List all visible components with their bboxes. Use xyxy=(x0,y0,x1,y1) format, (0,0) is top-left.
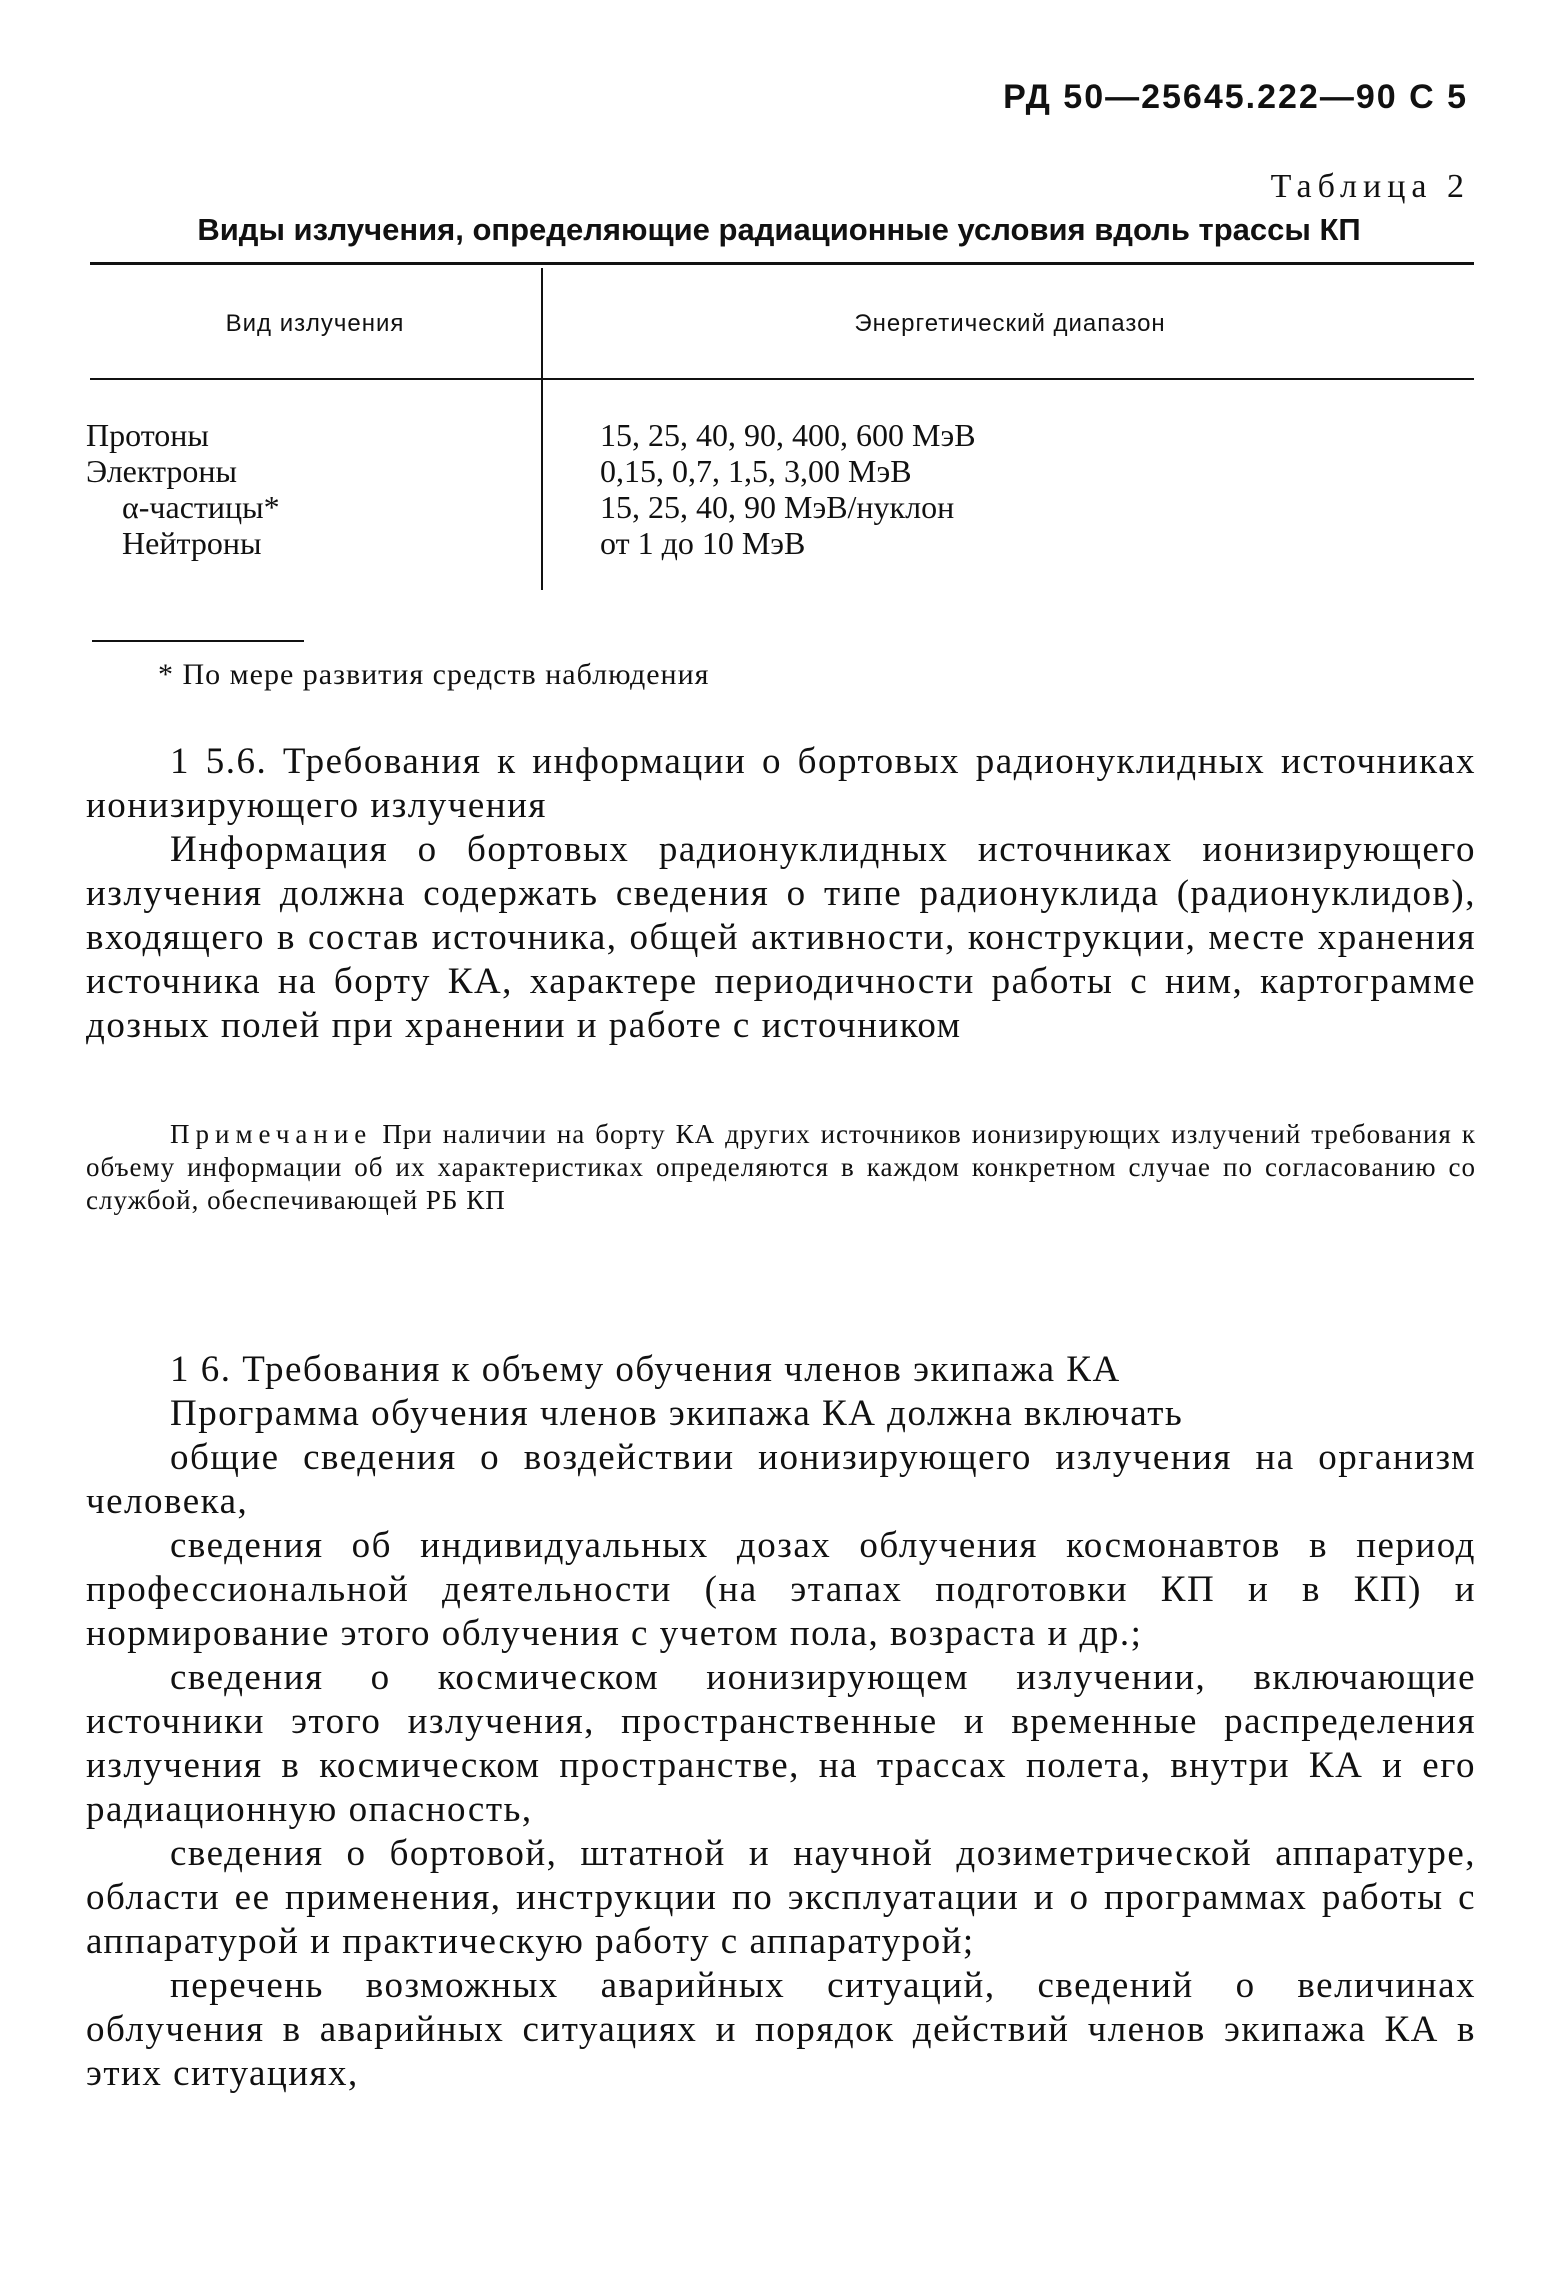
table-row-range: от 1 до 10 МэВ xyxy=(600,525,806,561)
list-item: сведения об индивидуальных дозах облучения космонавтов в период профессиональной деятельности (на этапах подготовки КП и в КП) и нормирование этого облучения с учетом пола, возраста и др.; xyxy=(86,1525,1476,1654)
section-156-body: Информация о бортовых радионуклидных источниках ионизирующего излучения должна содержать сведения о типе радионуклида (радионуклидов), входящего в состав источника, общей активности, конструкции, месте хранения источника на борту КА, характере периодичности работы с ним, картограмме дозных полей при хранении и работе с источником xyxy=(86,829,1476,1046)
list-item: сведения о космическом ионизирующем излучении, включающие источники этого излучения, пространственные и временные распределения излучения в космическом пространстве, на трассах полета, внутри КА и его радиационную опасность, xyxy=(86,1657,1476,1830)
list-item: перечень возможных аварийных ситуаций, сведений о величинах облучения в аварийных ситуациях и порядок действий членов экипажа КА в этих ситуациях, xyxy=(86,1965,1476,2094)
table-top-rule xyxy=(90,262,1474,265)
table-row-type: Электроны xyxy=(86,453,237,489)
table-row-type: Нейтроны xyxy=(122,525,262,561)
table-column-divider xyxy=(541,268,543,590)
note-label: Примечание xyxy=(170,1119,373,1149)
list-item: общие сведения о воздействии ионизирующего излучения на организм человека, xyxy=(86,1437,1476,1522)
table-footnote: * По мере развития средств наблюдения xyxy=(158,658,710,691)
footnote-rule xyxy=(92,640,304,642)
table-row-range: 15, 25, 40, 90, 400, 600 МэВ xyxy=(600,417,976,453)
section-156 xyxy=(86,740,1476,1048)
table-row-type: α-частицы* xyxy=(122,489,280,525)
table-row-type: Протоны xyxy=(86,417,209,453)
table-title: Виды излучения, определяющие радиационные условия вдоль трассы КП xyxy=(197,212,1361,247)
section-16 xyxy=(86,1348,1476,2096)
section-156-heading: 1 5.6. Требования к информации о бортовых радионуклидных источниках ионизирующего излучения xyxy=(86,741,1476,826)
column-header-radiation-type: Вид излучения xyxy=(225,310,405,337)
table-row-range: 0,15, 0,7, 1,5, 3,00 МэВ xyxy=(600,453,912,489)
table-row-range: 15, 25, 40, 90 МэВ/нуклон xyxy=(600,489,955,525)
section-16-intro: Программа обучения членов экипажа КА должна включать xyxy=(170,1393,1184,1434)
note-text: При наличии на борту КА других источников ионизирующих излучений требования к объему информации об их характеристиках определяются в каждом конкретном случае по согласованию со службой, обеспечивающей РБ КП xyxy=(86,1119,1476,1215)
section-16-heading: 1 6. Требования к объему обучения членов экипажа КА xyxy=(170,1349,1121,1390)
section-156-note xyxy=(86,1118,1476,1217)
list-item: сведения о бортовой, штатной и научной дозиметрической аппаратуре, области ее применения, инструкции по эксплуатации и о программах работы с аппаратурой и практическую работу с аппаратурой; xyxy=(86,1833,1476,1962)
document-header-code: РД 50—25645.222—90 С 5 xyxy=(1003,78,1468,116)
table-label: Таблица 2 xyxy=(1270,168,1470,205)
table-header-rule xyxy=(90,378,1474,380)
column-header-energy-range: Энергетический диапазон xyxy=(854,310,1166,337)
